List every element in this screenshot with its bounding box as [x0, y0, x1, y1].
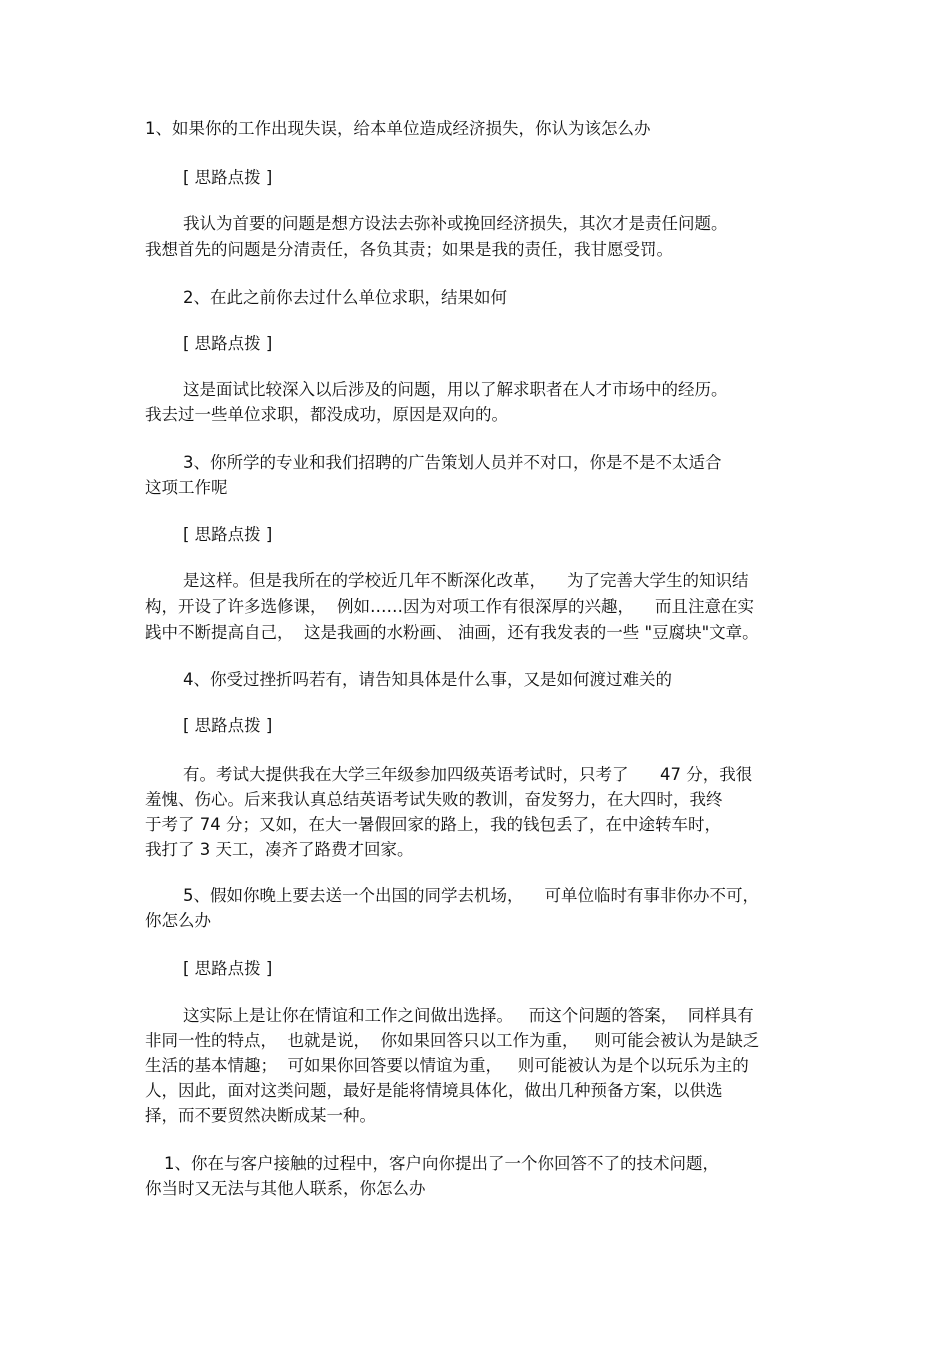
question-6-title-line: 你当时又无法与其他人联系，你怎么办	[145, 1179, 426, 1198]
question-1-answer-line: 我想首先的问题是分清责任，各负其责；如果是我的责任，我甘愿受罚。	[145, 240, 673, 259]
question-5-hint: [ 思路点拨 ]	[183, 959, 273, 978]
question-5-answer-line: 人，因此，面对这类问题，最好是能将情境具体化，做出几种预备方案，以供选	[145, 1081, 723, 1100]
question-6-title-line: 1、你在与客户接触的过程中，客户向你提出了一个你回答不了的技术问题，	[164, 1154, 719, 1173]
question-1-hint: [ 思路点拨 ]	[183, 168, 273, 187]
question-4-hint: [ 思路点拨 ]	[183, 716, 273, 735]
question-4-title: 4、你受过挫折吗若有，请告知具体是什么事，又是如何渡过难关的	[183, 670, 672, 689]
question-5-answer-line: 择，而不要贸然决断成某一种。	[145, 1106, 376, 1125]
question-3-hint: [ 思路点拨 ]	[183, 525, 273, 544]
question-3-title-line: 这项工作呢	[145, 478, 228, 497]
question-4-answer-line: 于考了 74 分；又如，在大一暑假回家的路上，我的钱包丢了，在中途转车时，	[145, 815, 721, 834]
question-4-answer-line: 我打了 3 天工，凑齐了路费才回家。	[145, 840, 414, 859]
question-5-answer-line: 这实际上是让你在情谊和工作之间做出选择。 而这个问题的答案， 同样具有	[183, 1006, 754, 1025]
question-2-answer-line: 这是面试比较深入以后涉及的问题，用以了解求职者在人才市场中的经历。	[183, 380, 728, 399]
question-2-answer-line: 我去过一些单位求职，都没成功，原因是双向的。	[145, 405, 508, 424]
question-5-title-line: 5、假如你晚上要去送一个出国的同学去机场， 可单位临时有事非你办不可，	[183, 886, 759, 905]
question-3-answer-line: 是这样。但是我所在的学校近几年不断深化改革， 为了完善大学生的知识结	[183, 571, 749, 590]
question-3-answer-line: 构，开设了许多选修课， 例如……因为对项工作有很深厚的兴趣， 而且注意在实	[145, 597, 754, 616]
question-5-answer-line: 生活的基本情趣； 可如果你回答要以情谊为重， 则可能被认为是个以玩乐为主的	[145, 1056, 749, 1075]
question-5-answer-line: 非同一性的特点， 也就是说， 你如果回答只以工作为重， 则可能会被认为是缺乏	[145, 1031, 760, 1050]
question-5-title-line: 你怎么办	[145, 911, 211, 930]
question-1-title: 1、如果你的工作出现失误，给本单位造成经济损失，你认为该怎么办	[145, 119, 651, 138]
question-3-title-line: 3、你所学的专业和我们招聘的广告策划人员并不对口，你是不是不太适合	[183, 453, 722, 472]
question-2-title: 2、在此之前你去过什么单位求职，结果如何	[183, 288, 507, 307]
question-2-hint: [ 思路点拨 ]	[183, 334, 273, 353]
question-4-answer-line: 有。考试大提供我在大学三年级参加四级英语考试时，只考了 47 分，我很	[183, 765, 753, 784]
question-3-answer-line: 践中不断提高自己， 这是我画的水粉画、 油画，还有我发表的一些 "豆腐块"文章。	[145, 623, 759, 642]
question-1-answer-line: 我认为首要的问题是想方设法去弥补或挽回经济损失，其次才是责任问题。	[183, 214, 728, 233]
question-4-answer-line: 羞愧、伤心。后来我认真总结英语考试失败的教训，奋发努力，在大四时，我终	[145, 790, 723, 809]
